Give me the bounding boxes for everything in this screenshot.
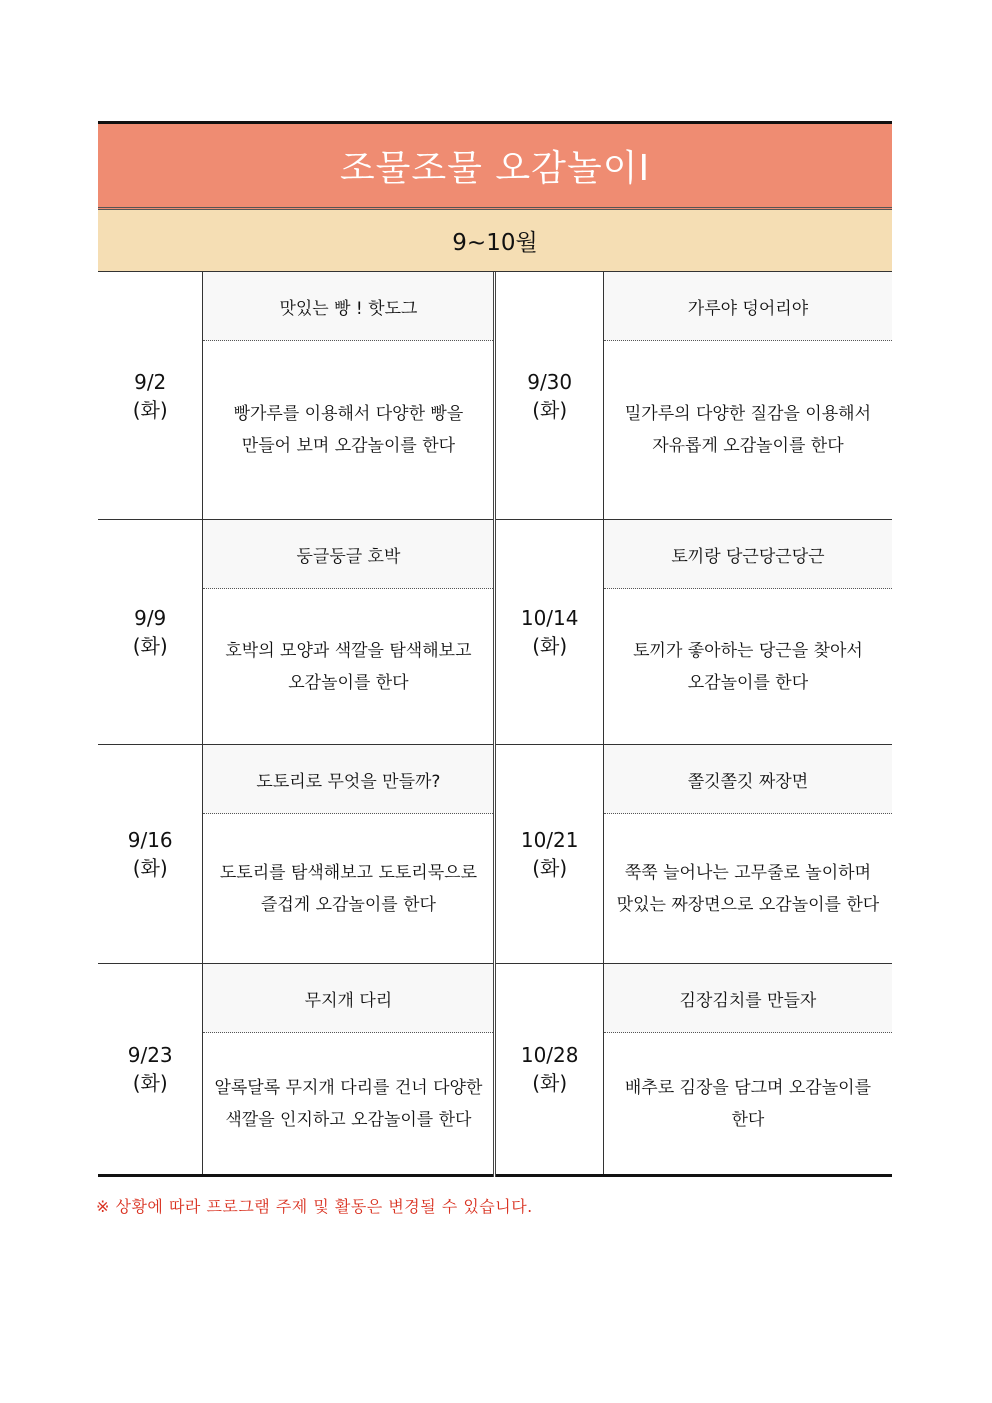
activity-description [203,341,493,519]
schedule-row [98,520,892,745]
description-line: 배추로 김장을 담그며 오감놀이를 [624,1077,871,1098]
date-cell [495,745,603,964]
activity-cell [203,520,495,745]
page-title: 조물조물 오감놀이Ⅰ [339,148,651,189]
description-line: 밀가루의 다양한 질감을 이용해서 [624,404,871,424]
schedule-row [98,964,892,1176]
description-line: 만들어 보며 오감놀이를 한다 [241,436,456,456]
description-line: 알록달록 무지개 다리를 건너 다양한 [214,1077,483,1098]
date-cell [495,272,603,520]
activity-description [604,589,892,744]
description-line: 토끼가 좋아하는 당근을 찾아서 [633,640,863,661]
weekday-label: (화) [132,634,168,658]
period-label: 9~10월 [452,230,538,256]
activity-cell [603,964,892,1176]
activity-title: 가루야 덩어리야 [604,272,892,341]
description-line: 자유롭게 오감놀이를 한다 [652,436,844,456]
date-label: 9/16 [127,828,173,852]
activity-title: 둥글둥글 호박 [203,520,493,589]
schedule-row [98,272,892,520]
description-line: 오감놀이를 한다 [288,672,409,693]
date-label: 10/28 [520,1043,579,1067]
description-line: 쭉쭉 늘어나는 고무줄로 놀이하며 [624,862,871,883]
activity-description [203,1033,493,1174]
weekday-label: (화) [132,397,168,422]
activity-cell [203,272,495,520]
date-cell [98,272,203,520]
schedule-table [98,272,892,1177]
activity-title: 맛있는 빵 ! 핫도그 [203,272,493,341]
description-line: 색깔을 인지하고 오감놀이를 한다 [225,1109,472,1130]
activity-cell [603,520,892,745]
page-title-bar [98,121,892,210]
weekday-label: (화) [532,1071,568,1095]
activity-description [604,814,892,963]
activity-cell [603,272,892,520]
date-label: 10/21 [520,828,579,852]
activity-description [604,341,892,519]
activity-description [604,1033,892,1174]
date-cell [495,964,603,1176]
activity-description [203,589,493,744]
schedule-sheet [98,121,892,1177]
activity-cell [203,745,495,964]
date-cell [98,745,203,964]
weekday-label: (화) [132,1071,168,1095]
activity-title: 무지개 다리 [203,964,493,1033]
date-cell [98,520,203,745]
activity-title: 김장김치를 만들자 [604,964,892,1033]
activity-title: 쫄깃쫄깃 짜장면 [604,745,892,814]
footnote: ※ 상황에 따라 프로그램 주제 및 활동은 변경될 수 있습니다. [96,1197,533,1216]
description-line: 호박의 모양과 색깔을 탐색해보고 [225,640,472,661]
activity-title: 토끼랑 당근당근당근 [604,520,892,589]
schedule-row [98,745,892,964]
description-line: 도토리를 탐색해보고 도토리묵으로 [219,862,477,883]
description-line: 한다 [731,1109,765,1130]
activity-title: 도토리로 무엇을 만들까? [203,745,493,814]
activity-cell [203,964,495,1176]
weekday-label: (화) [532,856,568,880]
description-line: 오감놀이를 한다 [687,672,809,693]
description-line: 즐겁게 오감놀이를 한다 [260,894,436,915]
period-bar [98,210,892,272]
date-label: 9/23 [127,1043,173,1067]
activity-description [203,814,493,963]
date-cell [495,520,603,745]
description-line: 빵가루를 이용해서 다양한 빵을 [233,404,464,424]
date-cell [98,964,203,1176]
date-label: 9/9 [134,606,167,630]
date-label: 9/2 [134,369,167,394]
activity-cell [603,745,892,964]
weekday-label: (화) [532,397,568,422]
weekday-label: (화) [132,856,168,880]
date-label: 10/14 [520,606,579,630]
date-label: 9/30 [527,369,573,394]
description-line: 맛있는 짜장면으로 오감놀이를 한다 [616,894,880,915]
weekday-label: (화) [532,634,568,658]
